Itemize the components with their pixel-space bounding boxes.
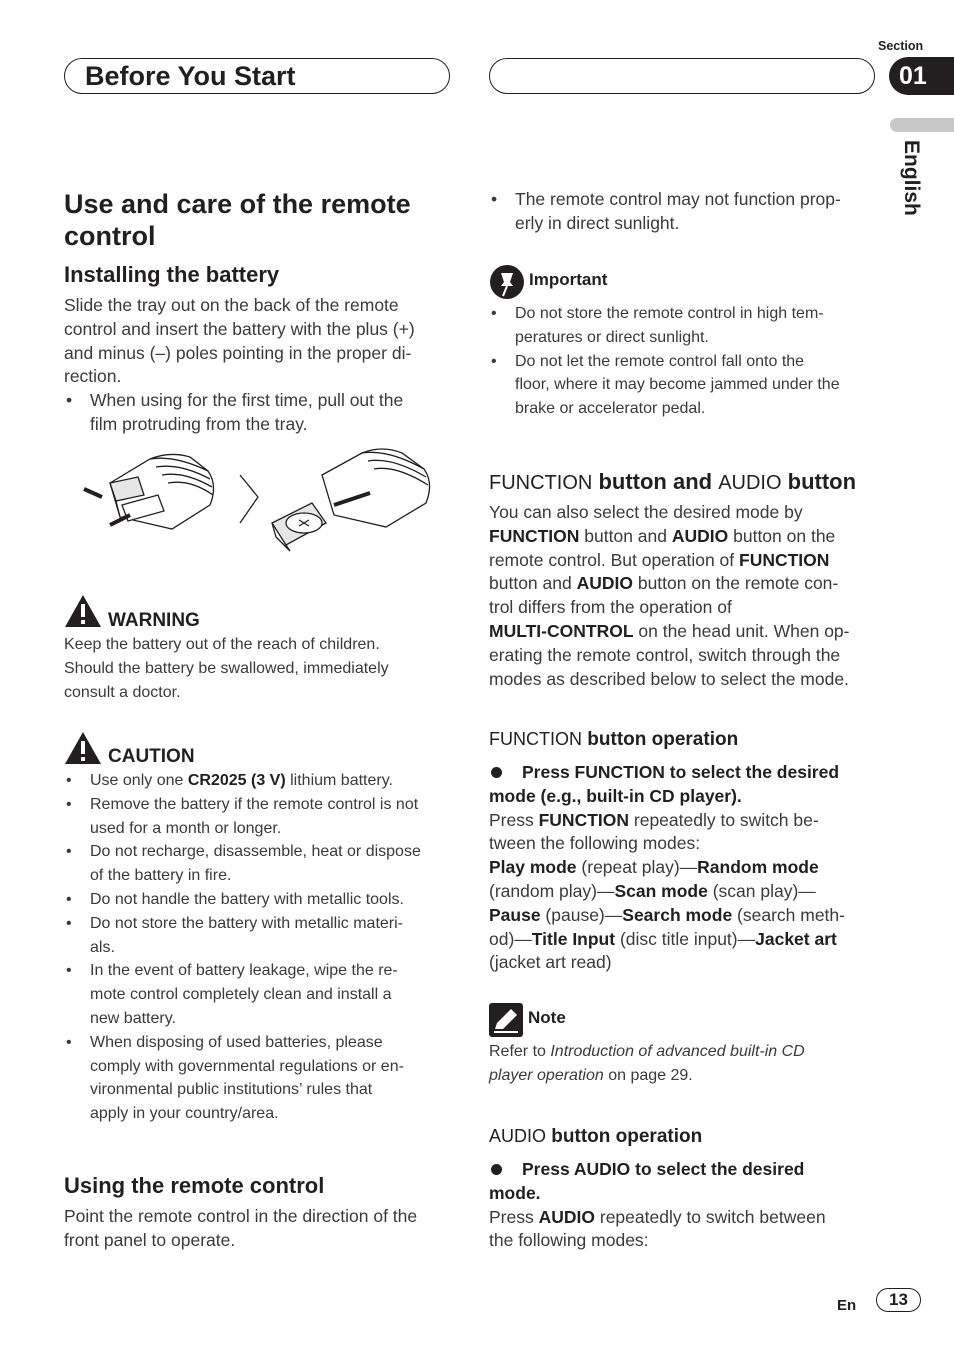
bullet-dot (491, 767, 502, 778)
main-heading (64, 188, 411, 252)
warning-label: WARNING (108, 610, 200, 631)
function-operation-body (489, 761, 889, 975)
text-line: (random play)—Scan mode (scan play)— (489, 880, 816, 901)
list-item: • When using for the first time, pull out the film protruding from the tray. (64, 389, 454, 437)
language-tab-bar (890, 118, 954, 132)
text-line: rection. (64, 366, 122, 387)
text-line: Should the battery be swallowed, immediately (64, 659, 389, 677)
text-line: modes as described below to select the mode. (489, 668, 849, 689)
page-title: Before You Start (85, 61, 296, 91)
step-line: mode (e.g., built-in CD player). (489, 785, 742, 806)
list-item: • The remote control may not function prop- erly in direct sunlight. (489, 188, 885, 236)
important-icon (489, 264, 525, 300)
text-line: and minus (–) poles pointing in the proper di- (64, 342, 412, 363)
text-line: consult a doctor. (64, 683, 181, 701)
audio-operation-heading: AUDIO button operation (489, 1126, 703, 1147)
bullet-dot (491, 1164, 502, 1175)
text-line: Play mode (repeat play)—Random mode (489, 857, 819, 878)
main-heading-line1: Use and care of the remote (64, 189, 411, 219)
install-heading: Installing the battery (64, 262, 280, 287)
text-line: Refer to Introduction of advanced built-in CD (489, 1043, 805, 1060)
step-line: Press FUNCTION to select the desired (489, 761, 889, 785)
section-number: 01 (899, 62, 927, 90)
text-line: button and AUDIO button on the remote con- (489, 573, 839, 594)
text-line: player operation on page 29. (489, 1066, 693, 1084)
warning-icon (64, 594, 102, 628)
audio-operation-body (489, 1158, 889, 1253)
function-audio-body (489, 501, 889, 691)
text-line: MULTI-CONTROL on the head unit. When op- (489, 620, 850, 641)
note-label: Note (528, 1008, 566, 1027)
text-line: FUNCTION button and AUDIO button on the (489, 525, 836, 546)
list-item: • Do not recharge, disassemble, heat or dispose of the battery in fire. (64, 840, 460, 888)
note-body (489, 1040, 889, 1088)
header-empty-frame (489, 58, 875, 94)
important-list (489, 302, 885, 421)
text-line: Pause (pause)—Search mode (search meth- (489, 904, 845, 925)
warning-body (64, 633, 454, 704)
list-item: • Remove the battery if the remote control is not used for a month or longer. (64, 793, 460, 841)
list-item: • Do not let the remote control fall onto the floor, where it may become jammed under the brake or accelerator pedal. (489, 350, 885, 421)
text-line: Keep the battery out of the reach of children. (64, 636, 380, 653)
using-body (64, 1205, 460, 1253)
battery-install-illustration (80, 445, 440, 560)
section-label: Section (878, 39, 924, 53)
text-line: tween the following modes: (489, 833, 701, 854)
list-item: • When disposing of used batteries, please comply with governmental regulations or en- vironmental public institutions’ rules that apply in your country/area. (64, 1031, 460, 1126)
caution-list (64, 769, 460, 1126)
text-line: (jacket art read) (489, 952, 612, 973)
list-item: • Do not store the remote control in high tem- peratures or direct sunlight. (489, 302, 885, 350)
step-line: Press AUDIO to select the desired (489, 1158, 889, 1182)
header-title-frame (64, 58, 450, 94)
text-line: remote control. But operation of FUNCTION (489, 549, 830, 570)
sunlight-bullet (489, 188, 885, 236)
caution-icon (64, 731, 102, 765)
caution-label: CAUTION (108, 746, 195, 767)
list-item: • In the event of battery leakage, wipe the re- mote control completely clean and install a new battery. (64, 959, 460, 1030)
note-icon (489, 1003, 523, 1037)
text-line: Point the remote control in the direction of the (64, 1206, 418, 1226)
page-number: 13 (876, 1288, 921, 1312)
important-label: Important (529, 270, 608, 289)
function-audio-heading: FUNCTION button and AUDIO button (489, 469, 857, 494)
step-line: mode. (489, 1182, 541, 1203)
text-line: trol differs from the operation of (489, 597, 732, 618)
text-line: od)—Title Input (disc title input)—Jacket art (489, 928, 837, 949)
text-line: Press FUNCTION repeatedly to switch be- (489, 809, 819, 830)
text-line: the following modes: (489, 1230, 649, 1251)
list-item: • Use only one CR2025 (3 V) lithium battery. (64, 769, 460, 793)
text-line: You can also select the desired mode by (489, 502, 803, 522)
section-tab (889, 57, 954, 95)
main-heading-line2: control (64, 221, 156, 251)
text-line: Press AUDIO repeatedly to switch between (489, 1206, 826, 1227)
install-body (64, 294, 454, 437)
install-bullets (64, 389, 454, 437)
text-line: erating the remote control, switch through the (489, 644, 841, 665)
text-line: front panel to operate. (64, 1229, 236, 1250)
list-item: • Do not store the battery with metallic materi- als. (64, 912, 460, 960)
text-line: Slide the tray out on the back of the remote (64, 295, 399, 315)
footer-language: En (837, 1297, 857, 1314)
using-heading: Using the remote control (64, 1173, 325, 1198)
function-operation-heading: FUNCTION button operation (489, 729, 739, 750)
list-item: • Do not handle the battery with metallic tools. (64, 888, 460, 912)
text-line: control and insert the battery with the plus (+) (64, 318, 415, 339)
language-tab: English (900, 140, 923, 216)
